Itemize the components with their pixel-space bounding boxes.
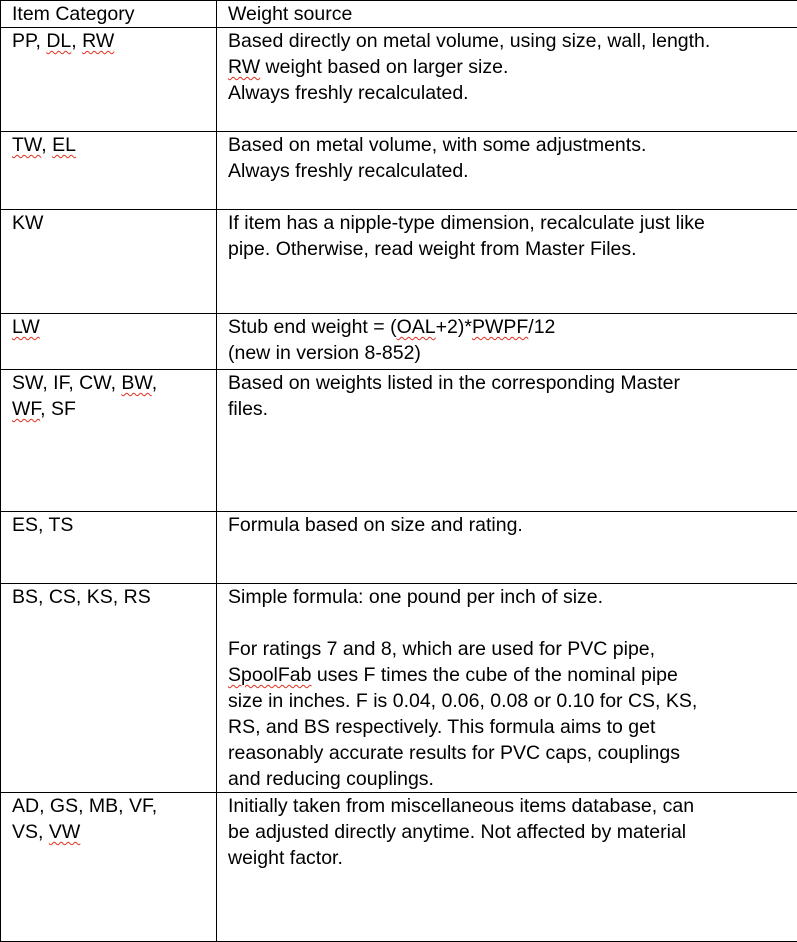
- item-category-cell: SW, IF, CW, BW, WF, SF: [1, 370, 217, 512]
- weight-source-cell: Based on metal volume, with some adjustments. Always freshly recalculated.: [217, 132, 797, 210]
- table-row: [1, 210, 797, 314]
- weight-source-cell: Based directly on metal volume, using size, wall, length. RW weight based on larger size. Always freshly recalculated.: [217, 28, 797, 132]
- item-category-cell: ES, TS: [1, 512, 217, 584]
- header-item-category: Item Category: [1, 1, 217, 28]
- item-category-cell: KW: [1, 210, 217, 314]
- header-row: [1, 1, 797, 28]
- item-category-cell: PP, DL, RW: [1, 28, 217, 132]
- weight-source-cell: Based on weights listed in the corresponding Master files.: [217, 370, 797, 512]
- item-category-cell: BS, CS, KS, RS: [1, 584, 217, 793]
- table-row: [1, 28, 797, 132]
- table-row: [1, 512, 797, 584]
- weight-source-cell: If item has a nipple-type dimension, recalculate just like pipe. Otherwise, read weight from Master Files.: [217, 210, 797, 314]
- table-row: [1, 370, 797, 512]
- weight-source-cell: Initially taken from miscellaneous items database, can be adjusted directly anytime. Not affected by material weight factor.: [217, 793, 797, 942]
- header-weight-source: Weight source: [217, 1, 797, 28]
- item-category-cell: AD, GS, MB, VF, VS, VW: [1, 793, 217, 942]
- table-row: [1, 132, 797, 210]
- item-category-cell: LW: [1, 314, 217, 370]
- weight-source-cell: Formula based on size and rating.: [217, 512, 797, 584]
- table-row: [1, 314, 797, 370]
- weight-source-cell: Simple formula: one pound per inch of size. For ratings 7 and 8, which are used for PVC pipe, SpoolFab uses F times the cube of the nominal pipe size in inches. F is 0.04, 0.06, 0.08 or 0.10 for CS, KS, RS, and BS respectively. This formula aims to get reasonably accurate results for PVC caps, couplings and reducing couplings.: [217, 584, 797, 793]
- table-row: [1, 584, 797, 793]
- item-category-cell: TW, EL: [1, 132, 217, 210]
- weight-source-cell: Stub end weight = (OAL+2)*PWPF/12 (new in version 8-852): [217, 314, 797, 370]
- table-row: [1, 793, 797, 942]
